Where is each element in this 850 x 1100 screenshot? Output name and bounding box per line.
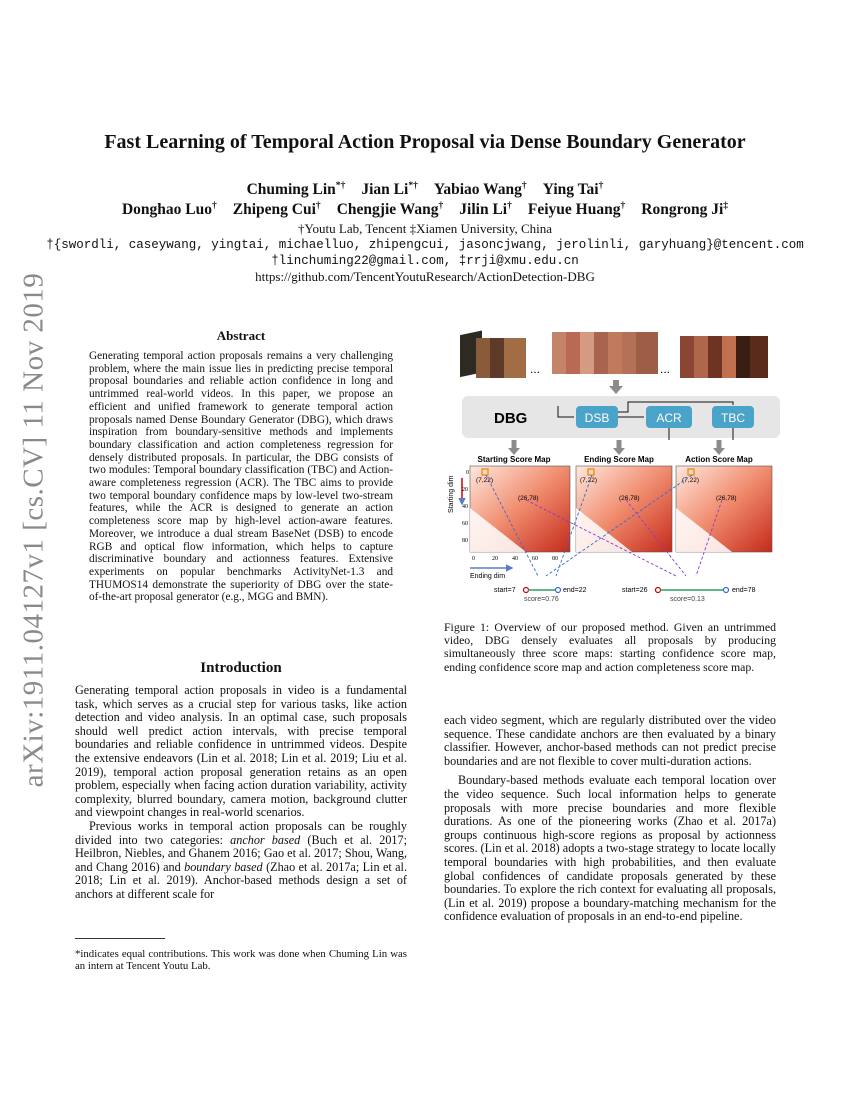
author-name: Jilin Li†	[459, 200, 512, 219]
author-name: Zhipeng Cui†	[232, 200, 321, 219]
map-title-start: Starting Score Map	[477, 455, 551, 464]
author-name: Jian Li*†	[361, 180, 418, 199]
abstract-heading: Abstract	[216, 328, 266, 343]
intro-body	[75, 684, 407, 902]
svg-text:end=78: end=78	[732, 587, 756, 594]
map1-point-2: (26,78)	[518, 495, 539, 502]
svg-text:score=0.76: score=0.76	[524, 596, 559, 603]
map1-point-1: (7,22)	[476, 477, 493, 484]
author-name: Yabiao Wang†	[433, 180, 527, 199]
author-name: Rongrong Ji‡	[641, 200, 729, 219]
xtick-40: 40	[512, 556, 518, 562]
ytick-80: 80	[462, 538, 468, 544]
map3-point-1: (7,22)	[682, 477, 699, 484]
footnote-rule	[75, 938, 165, 939]
svg-text:score=0.13: score=0.13	[670, 596, 705, 603]
abstract-body: Generating temporal action proposals remains a very challenging problem, where the main issue lies in predicting precise temporal proposal boundaries and reliable action confidence in long and untrimmed real-world videos. In this paper, we propose an efficient and unified framework to generate temporal action proposals named Dense Boundary Generator (DBG), which draws inspiration from boundary-sensitive methods and implements boundary classification and action completeness regression for densely distributed proposals. In particular, the DBG consists of two modules: Temporal boundary classification (TBC) and Action-aware completeness regression (ACR). The TBC aims to provide two temporal boundary confidence maps by low-level two-stream features, while the ACR is designed to generate an action completeness score map by high-level action-aware features. Moreover, we introduce a dual stream BaseNet (DSB) to encode RGB and optical flow information, which helps to capture discriminative boundary and actionness features. Extensive experiments on popular benchmarks ActivityNet-1.3 and THUMOS14 demonstrate the superiority of DBG over the state-of-the-art proposal generator (e.g., MGG and BMN).	[89, 350, 393, 604]
emails-line-2: †linchuming22@gmail.com, ‡rrji@xmu.edu.cn	[271, 254, 579, 268]
proposal-2	[622, 587, 756, 603]
proposal-1	[494, 587, 587, 603]
footnote: *indicates equal contributions. This work was done when Chuming Lin was an intern at Tencent Youtu Lab.	[75, 948, 407, 973]
right-paragraph-1: each video segment, which are regularly distributed over the video sequence. These candidate anchors are then evaluated by a binary classifier. However, anchor-based methods can not predict precise boundaries and are not flexible to cover multi-duration actions.	[444, 713, 776, 768]
author-name: Chengjie Wang†	[336, 200, 444, 219]
xtick-80: 80	[552, 556, 558, 562]
intro-paragraph-2: Previous works in temporal action proposals can be roughly divided into two categories: anchor based (Buch et al. 2017; Heilbron, Niebles, and Ghanem 2016; Gao et al. 2017; Shou, Wang, and Chang 2016) and boundary based (Zhao et al. 2017a; Lin et al. 2018; Lin et al. 2019). Anchor-based methods design a set of anchors at different scale for	[75, 818, 407, 901]
map-title-end: Ending Score Map	[584, 455, 654, 464]
figure-1-diagram	[448, 328, 786, 628]
ytick-20: 20	[462, 487, 468, 493]
svg-text:start=26: start=26	[622, 587, 648, 594]
acr-label: ACR	[656, 411, 682, 425]
figure-caption: Figure 1: Overview of our proposed method. Given an untrimmed video, DBG densely evaluates all proposals by producing simultaneously three score maps: starting confidence score map, ending confidence score map and action completeness score map.	[444, 620, 776, 674]
map2-point-2: (26,78)	[619, 495, 640, 502]
xtick-0: 0	[472, 556, 475, 562]
author-name: Ying Tai†	[542, 180, 604, 199]
tbc-label: TBC	[721, 411, 745, 425]
author-name: Chuming Lin*†	[246, 180, 346, 199]
right-column-body	[444, 714, 776, 924]
video-frames	[460, 330, 768, 378]
frames-ellipsis-1: ...	[530, 362, 541, 376]
dsb-label: DSB	[584, 411, 610, 425]
xtick-20: 20	[492, 556, 498, 562]
ytick-60: 60	[462, 521, 468, 527]
dbg-label: DBG	[494, 410, 528, 427]
paper-title: Fast Learning of Temporal Action Proposal via Dense Boundary Generator	[104, 131, 746, 153]
emails-line-1: †{swordli, caseywang, yingtai, michaelluo, zhipengcui, jasoncjwang, jerolinli, garyhuang}@tencent.com	[46, 238, 804, 252]
x-axis-label: Ending dim	[470, 573, 506, 580]
xtick-60: 60	[532, 556, 538, 562]
repo-link[interactable]: https://github.com/TencentYoutuResearch/ActionDetection-DBG	[255, 269, 595, 284]
ytick-40: 40	[462, 504, 468, 510]
map2-point-1: (7,22)	[580, 477, 597, 484]
author-name: Donghao Luo†	[121, 200, 217, 219]
right-paragraph-2: Boundary-based methods evaluate each temporal location over the video sequence. Such local information helps to generate proposals with more precise boundaries and more flexible durations. As one of the pioneering works (Zhao et al. 2017a) groups continuous high-score regions as proposal by actionness scores. (Lin et al. 2018) adopts a two-stage strategy to locate locally temporal boundaries with high probabilities, and then evaluate global confidences of candidate proposals generated by these boundaries. To explore the rich context for evaluating all proposals, (Lin et al. 2019) propose a boundary-matching mechanism for the confidence evaluation of proposals in an end-to-end pipeline.	[444, 773, 777, 924]
affiliation: †Youtu Lab, Tencent ‡Xiamen University, China	[297, 221, 553, 236]
author-name: Feiyue Huang†	[527, 200, 626, 219]
figure-1	[448, 328, 786, 628]
intro-paragraph-1: Generating temporal action proposals in video is a fundamental task, which serves as a crucial step for various tasks, like action detection and video analysis. In an optimal case, such proposals should well predict action intervals, with precise temporal boundaries and reliable confidence in untrimmed videos. Despite the extensive endeavors (Lin et al. 2018; Lin et al. 2019; Liu et al. 2019), temporal action proposal generation retains as an open problem, especially when facing action duration variability, activity complexity, blurred boundary, camera motion, background clutter and viewpoint changes in real-world scenarios.	[75, 683, 407, 820]
authors-line-1	[60, 180, 790, 199]
svg-text:start=7: start=7	[494, 587, 516, 594]
frames-ellipsis-2: ...	[660, 362, 671, 376]
intro-heading: Introduction	[200, 660, 282, 676]
map3-point-2: (26,78)	[716, 495, 737, 502]
svg-text:end=22: end=22	[563, 587, 587, 594]
map-title-action: Action Score Map	[685, 455, 753, 464]
authors-line-2	[60, 200, 790, 219]
y-axis-label: Starting dim	[448, 475, 455, 513]
ytick-0: 0	[466, 470, 469, 476]
arxiv-stamp: arXiv:1911.04127v1 [cs.CV] 11 Nov 2019	[17, 272, 50, 788]
